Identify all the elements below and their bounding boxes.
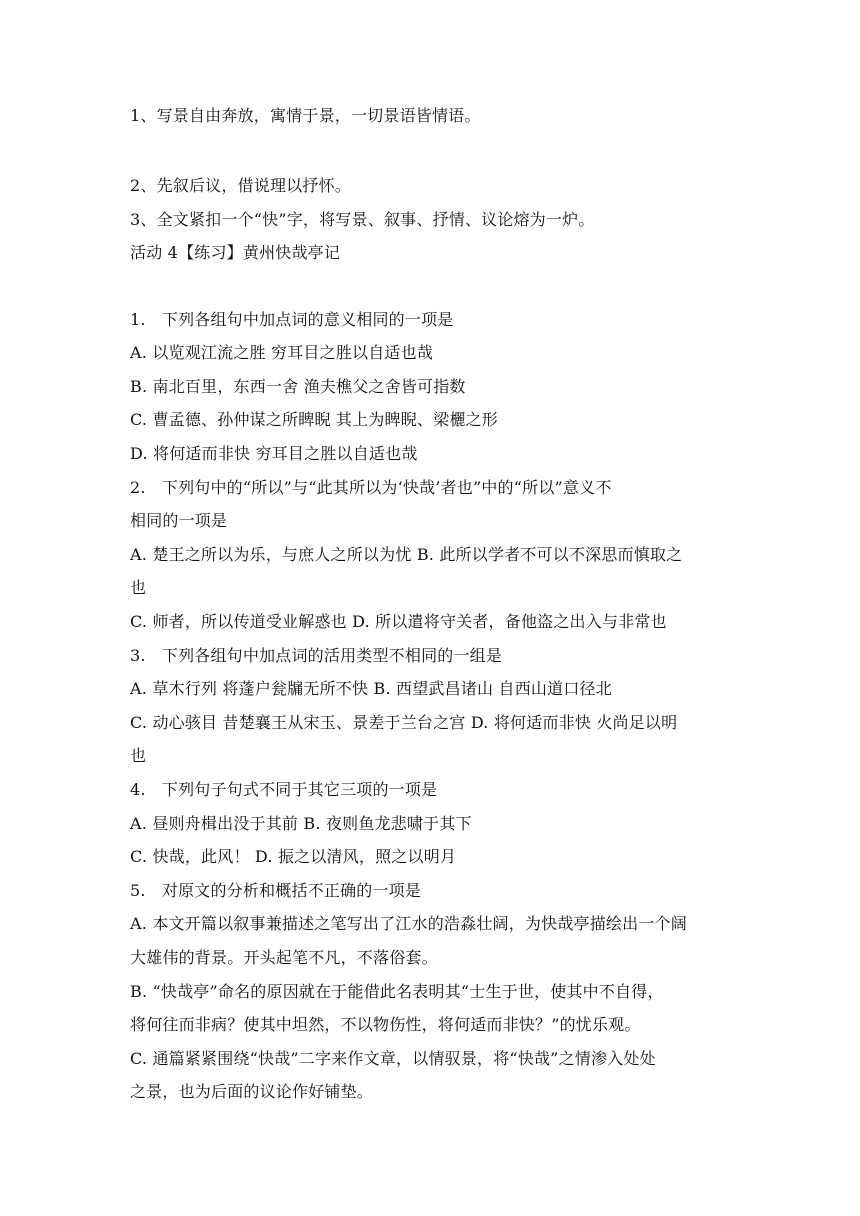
question-5-option-c-continuation: 之景，也为后面的议论作好铺垫。 (130, 1082, 374, 1101)
question-4-options-ab: A. 昼则舟楫出没于其前 B. 夜则鱼龙悲啸于其下 (130, 814, 472, 833)
question-4-options-cd: C. 快哉，此风！ D. 振之以清风，照之以明月 (130, 847, 457, 866)
question-3-options-ab: A. 草木行列 将蓬户瓮牖无所不快 B. 西望武昌诸山 自西山道口径北 (130, 679, 612, 698)
summary-point-3: 3、全文紧扣一个“快”字，将写景、叙事、抒情、议论熔为一炉。 (130, 210, 595, 229)
question-1-option-c: C. 曹孟德、孙仲谋之所睥睨 其上为睥睨、梁欐之形 (130, 410, 498, 429)
question-1: 1. 下列各组句中加点词的意义相同的一项是 (130, 310, 454, 329)
question-2-options-ab-continuation: 也 (130, 578, 147, 597)
question-2-options-ab: A. 楚王之所以为乐，与庶人之所以为忧 B. 此所以学者不可以不深思而慎取之 (130, 545, 683, 564)
question-2-continuation: 相同的一项是 (130, 511, 228, 530)
summary-point-2: 2、先叙后议，借说理以抒怀。 (130, 176, 351, 195)
question-1-option-d: D. 将何适而非快 穷耳目之胜以自适也哉 (130, 444, 418, 463)
question-5-option-a-continuation: 大雄伟的背景。开头起笔不凡，不落俗套。 (130, 948, 438, 967)
question-5-option-b-continuation: 将何往而非病？使其中坦然，不以物伤性，将何适而非快？”的忧乐观。 (130, 1015, 641, 1034)
question-3-options-cd-continuation: 也 (130, 746, 147, 765)
question-1-option-a: A. 以览观江流之胜 穷耳目之胜以自适也哉 (130, 343, 434, 362)
question-3: 3. 下列各组句中加点词的活用类型不相同的一组是 (130, 646, 503, 665)
question-5-option-a: A. 本文开篇以叙事兼描述之笔写出了江水的浩淼壮阔，为快哉亭描绘出一个阔 (130, 914, 687, 933)
question-5: 5. 对原文的分析和概括不正确的一项是 (130, 881, 422, 900)
question-5-option-c: C. 通篇紧紧围绕“快哉”二字来作文章，以情驭景，将“快哉”之情渗入处处 (130, 1049, 656, 1068)
question-5-option-b: B. “快哉亭”命名的原因就在于能借此名表明其“士生于世，使其中不自得， (130, 982, 664, 1001)
question-1-option-b: B. 南北百里，东西一舍 渔夫樵父之舍皆可指数 (130, 377, 466, 396)
activity-heading: 活动 4【练习】黄州快哉亭记 (130, 243, 341, 262)
question-2: 2. 下列句中的“所以”与“此其所以为‘快哉’者也”中的“所以”意义不 (130, 478, 612, 497)
question-2-options-cd: C. 师者，所以传道受业解惑也 D. 所以遣将守关者，备他盗之出入与非常也 (130, 612, 667, 631)
question-4: 4. 下列句子句式不同于其它三项的一项是 (130, 780, 438, 799)
question-3-options-cd: C. 动心骇目 昔楚襄王从宋玉、景差于兰台之宫 D. 将何适而非快 火尚足以明 (130, 713, 678, 732)
summary-point-1: 1、写景自由奔放，寓情于景，一切景语皆情语。 (130, 106, 481, 125)
